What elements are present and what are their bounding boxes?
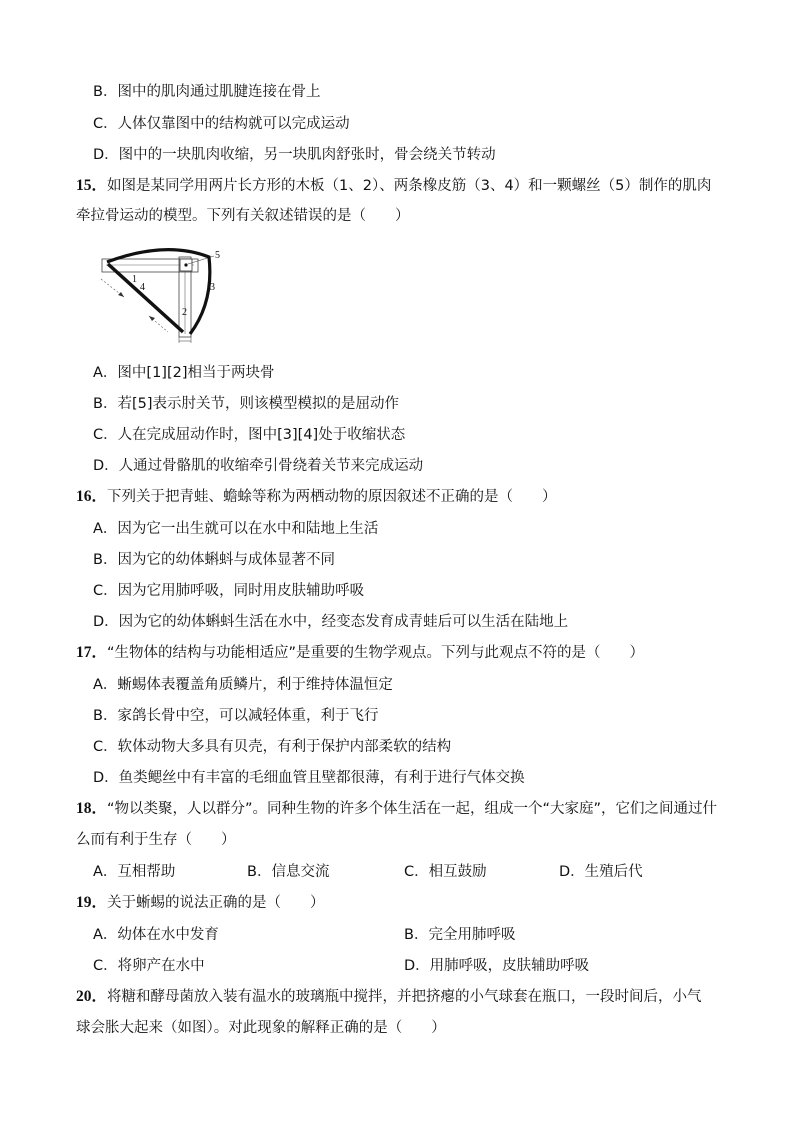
q16-option-a: A．因为它一出生就可以在水中和陆地上生活 [93,521,379,537]
q14-option-c: C．人体仅靠图中的结构就可以完成运动 [93,116,350,132]
q16-stem-text: 下列关于把青蛙、蟾蜍等称为两栖动物的原因叙述不正确的是（ ） [107,489,557,505]
q19-stem-text: 关于蜥蜴的说法正确的是（ ） [107,895,325,911]
q15-number: 15． [76,177,108,194]
q18-stem-line2: 么而有利于生存（ ） [76,832,236,848]
label-1: 1 [132,274,137,285]
q15-stem-line2: 牵拉骨运动的模型。下列有关叙述错误的是（ ） [76,208,410,224]
q18-option-c: C．相互鼓励 [404,864,487,880]
q17-option-a: A．蜥蜴体表覆盖角质鳞片，利于维持体温恒定 [93,677,393,693]
q19-option-b: B．完全用肺呼吸 [404,927,516,943]
q16-option-d: D．因为它的幼体蝌蚪生活在水中，经变态发育成青蛙后可以生活在陆地上 [93,614,569,630]
arrow-upper-head [118,292,124,297]
q16-option-b: B．因为它的幼体蝌蚪与成体显著不同 [93,552,335,568]
q14-option-d: D．图中的一块肌肉收缩，另一块肌肉舒张时，骨会绕关节转动 [93,147,496,163]
q20-stem-line1 [76,988,702,1006]
q15-stem-text1: 如图是某同学用两片长方形的木板（1、2）、两条橡皮筋（3、4）和一颗螺丝（5）制作的肌肉 [107,178,712,194]
q19-number: 19． [76,894,108,911]
q18-stem-line1 [76,800,717,818]
q19-option-c: C．将卵产在水中 [93,958,205,974]
label-3: 3 [210,282,215,293]
q18-stem-text1: “物以类聚，人以群分”。同种生物的许多个体生活在一起，组成一个“大家庭”，它们之间通过什 [107,801,718,817]
q15-option-d: D．人通过骨骼肌的收缩牵引骨绕着关节来完成运动 [93,458,424,474]
q18-option-b: B．信息交流 [247,864,330,880]
q19-option-a: A．幼体在水中发育 [93,927,219,943]
q15-option-c: C．人在完成屈动作时，图中[3][4]处于收缩状态 [93,427,406,443]
q16-stem [76,488,557,506]
label-5: 5 [215,250,220,261]
muscle-bone-model-figure [96,242,236,348]
q15-option-a: A．图中[1][2]相当于两块骨 [93,365,275,381]
q18-option-d: D．生殖后代 [559,864,643,880]
q15-stem-line1 [76,177,711,195]
q17-option-d: D．鱼类鳃丝中有丰富的毛细血管且壁都很薄，有利于进行气体交换 [93,770,525,786]
label-2: 2 [182,307,187,318]
q17-option-c: C．软体动物大多具有贝壳，有利于保护内部柔软的结构 [93,739,452,755]
q19-option-d: D．用肺呼吸，皮肤辅助呼吸 [404,958,590,974]
q14-option-b: B．图中的肌肉通过肌腱连接在骨上 [93,84,321,100]
q20-number: 20． [76,988,108,1005]
screw-5 [184,263,187,266]
q17-number: 17． [76,644,108,661]
q20-stem-line2: 球会胀大起来（如图）。对此现象的解释正确的是（ ） [76,1020,446,1036]
rubber-band-4 [108,264,183,332]
q19-stem [76,894,325,912]
label-4: 4 [140,282,145,293]
q18-number: 18． [76,800,108,817]
q18-option-a: A．互相帮助 [93,864,176,880]
q17-stem-text: “生物体的结构与功能相适应”是重要的生物学观点。下列与此观点不符的是（ ） [107,645,645,661]
q16-option-c: C．因为它用肺呼吸，同时用皮肤辅助呼吸 [93,583,365,599]
q20-stem-text1: 将糖和酵母菌放入装有温水的玻璃瓶中搅拌，并把挤瘪的小气球套在瓶口，一段时间后，小气 [107,989,702,1005]
q15-option-b: B．若[5]表示肘关节，则该模型模拟的是屈动作 [93,396,399,412]
q16-number: 16． [76,488,108,505]
q17-stem [76,644,644,662]
q17-option-b: B．家鸽长骨中空，可以减轻体重，利于飞行 [93,708,379,724]
arrow-lower-head [149,316,155,321]
